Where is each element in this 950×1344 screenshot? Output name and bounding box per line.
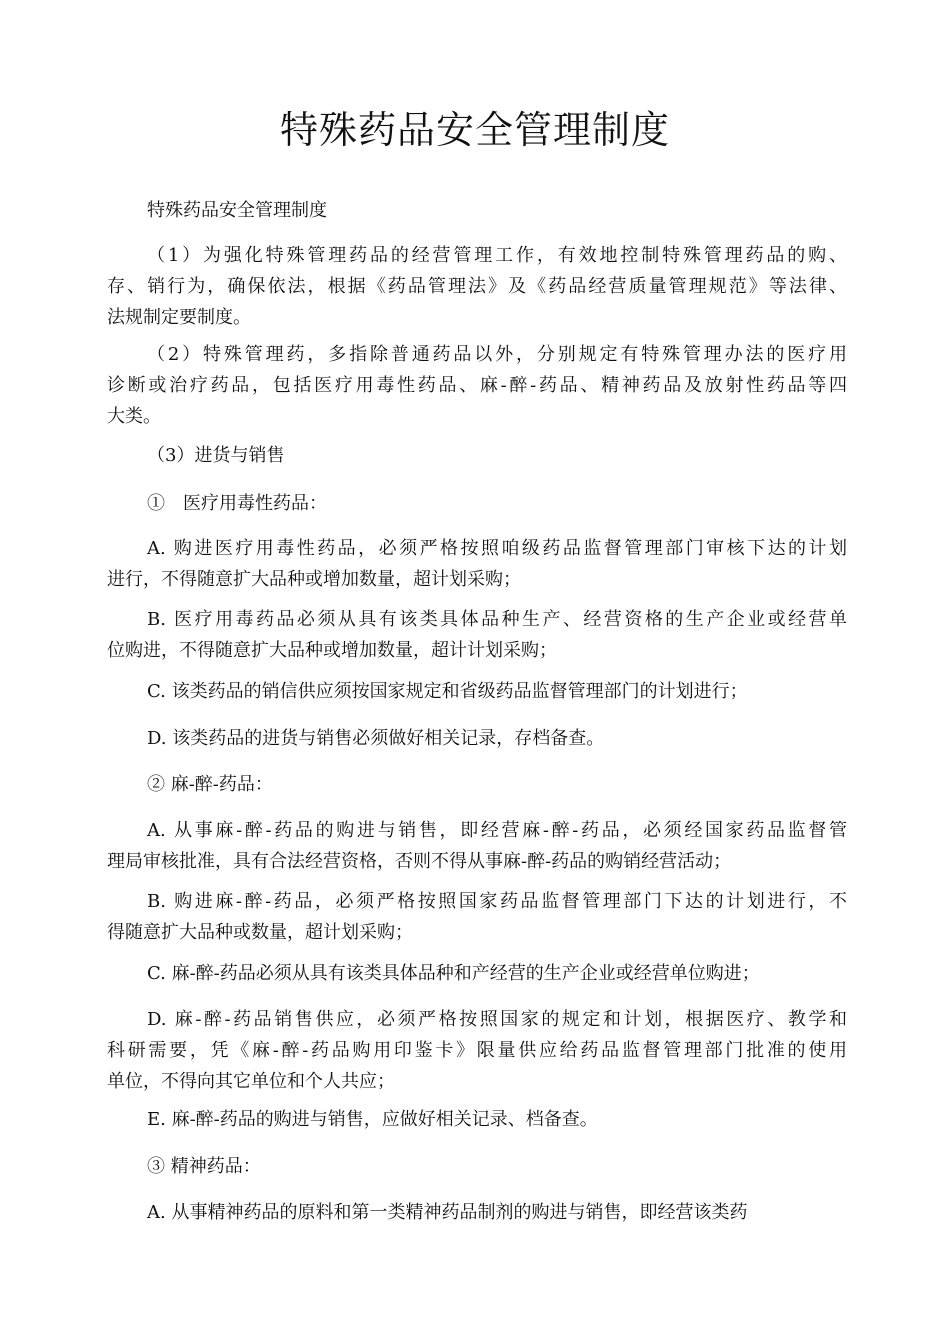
paragraph-15 [107,1151,847,1182]
paragraph-1 [107,240,847,333]
paragraph-13 [107,1004,847,1097]
paragraph-line: 科研需要，凭《麻-醉-药品购用印鉴卡》限量供应给药品监督管理部门批准的使用 [107,1040,847,1061]
document-title: 特殊药品安全管理制度 [279,108,670,152]
paragraph-line: D. 该类药品的进货与销售必须做好相关记录，存档备查。 [147,728,605,749]
paragraph-4 [107,488,847,519]
paragraph-line: 存、销行为，确保依法，根据《药品管理法》及《药品经营质量管理规范》等法律、 [107,276,847,297]
paragraph-line: B. 医疗用毒药品必须从具有该类具体品种生产、经营资格的生产企业或经营单 [147,609,847,630]
paragraph-line: 法规制定要制度。 [107,307,251,328]
paragraph-line: E. 麻-醉-药品的购进与销售，应做好相关记录、档备查。 [147,1109,598,1130]
paragraph-line: 大类。 [107,406,161,427]
paragraph-line: C. 麻-醉-药品必须从具有该类具体品种和产经营的生产企业或经营单位购进； [147,963,760,984]
paragraph-line: 理局审核批准，具有合法经营资格，否则不得从事麻-醉-药品的购销经营活动； [107,851,732,872]
paragraph-10 [107,815,847,877]
paragraph-16 [107,1197,847,1228]
paragraph-line: A. 购进医疗用毒性药品，必须严格按照咱级药品监督管理部门审核下达的计划 [147,538,847,559]
paragraph-line: 诊断或治疗药品，包括医疗用毒性药品、麻-醉-药品、精神药品及放射性药品等四 [107,375,847,396]
paragraph-7 [107,676,847,707]
document-subtitle [107,195,847,226]
paragraph-line: （3）进货与销售 [147,445,285,466]
paragraph-line: 得随意扩大品种或数量，超计划采购； [107,922,413,943]
paragraph-line: D. 麻-醉-药品销售供应，必须严格按照国家的规定和计划，根据医疗、教学和 [147,1009,847,1030]
paragraph-line: 位购进，不得随意扩大品种或增加数量，超计计划采购； [107,640,557,661]
paragraph-line: B. 购进麻-醉-药品，必须严格按照国家药品监督管理部门下达的计划进行，不 [147,891,847,912]
paragraph-line: ③ 精神药品： [147,1156,261,1177]
paragraph-9 [107,769,847,800]
paragraph-line: 单位，不得向其它单位和个人共应； [107,1071,395,1092]
paragraph-line: 进行，不得随意扩大品种或增加数量，超计划采购； [107,569,521,590]
paragraph-14 [107,1104,847,1135]
paragraph-line: A. 从事麻-醉-药品的购进与销售，即经营麻-醉-药品，必须经国家药品监督管 [147,820,847,841]
paragraph-6 [107,604,847,666]
paragraph-8 [107,723,847,754]
paragraph-12 [107,958,847,989]
paragraph-3 [107,440,847,471]
paragraph-5 [107,533,847,595]
paragraph-11 [107,886,847,948]
subtitle-line: 特殊药品安全管理制度 [147,200,327,221]
paragraph-line: A. 从事精神药品的原料和第一类精神药品制剂的购进与销售，即经营该类药 [147,1202,748,1223]
paragraph-line: ② 麻-醉-药品： [147,774,273,795]
paragraph-line: ① 医疗用毒性药品： [147,493,327,514]
paragraph-line: （2）特殊管理药，多指除普通药品以外，分别规定有特殊管理办法的医疗用 [147,344,847,365]
paragraph-line: C. 该类药品的销信供应须按国家规定和省级药品监督管理部门的计划进行； [147,681,748,702]
paragraph-line: （1）为强化特殊管理药品的经营管理工作，有效地控制特殊管理药品的购、 [147,245,847,266]
paragraph-2 [107,339,847,432]
